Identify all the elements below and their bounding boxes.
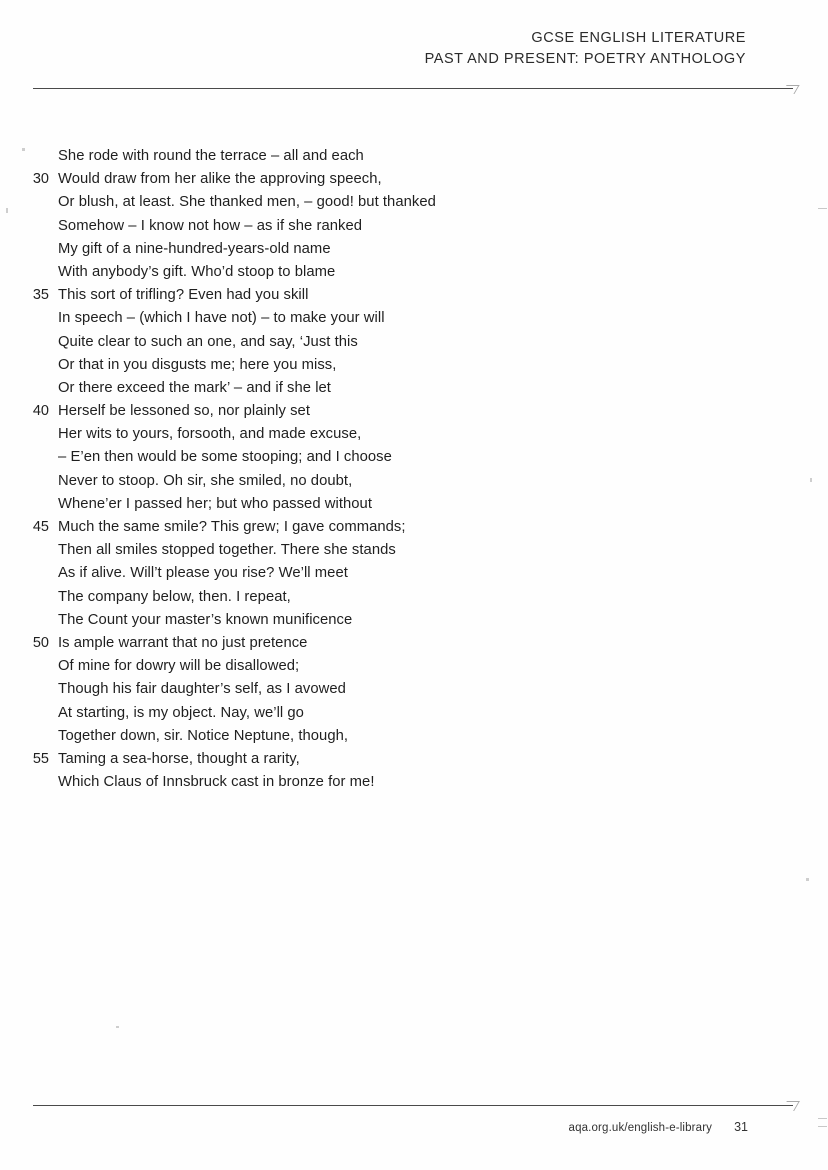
poem-line bbox=[0, 705, 828, 728]
poem-line bbox=[0, 565, 828, 588]
poem-line bbox=[0, 751, 828, 774]
line-text: In speech – (which I have not) – to make your will bbox=[58, 310, 385, 327]
line-text: Or blush, at least. She thanked men, – good! but thanked bbox=[58, 194, 436, 211]
page-number: 31 bbox=[734, 1120, 748, 1134]
line-text: Would draw from her alike the approving speech, bbox=[58, 171, 382, 188]
line-text: Never to stoop. Oh sir, she smiled, no doubt, bbox=[58, 472, 353, 489]
line-text: Quite clear to such an one, and say, ‘Just this bbox=[58, 333, 358, 350]
scan-speck bbox=[810, 478, 812, 482]
line-text: Though his fair daughter’s self, as I avowed bbox=[58, 681, 346, 698]
line-text: The Count your master’s known munificence bbox=[58, 611, 353, 628]
poem-line bbox=[0, 264, 828, 287]
line-text: Or there exceed the mark’ – and if she let bbox=[58, 379, 331, 396]
header-anthology: PAST AND PRESENT: POETRY ANTHOLOGY bbox=[424, 51, 746, 68]
page-header bbox=[425, 28, 746, 70]
poem-line bbox=[0, 310, 828, 333]
line-text: Herself be lessoned so, nor plainly set bbox=[58, 403, 310, 420]
scan-edge-mark bbox=[818, 1126, 827, 1127]
line-text: Then all smiles stopped together. There she stands bbox=[58, 542, 396, 559]
line-text: Is ample warrant that no just pretence bbox=[58, 634, 308, 651]
poem-line bbox=[0, 403, 828, 426]
poem-line bbox=[0, 519, 828, 542]
line-text: With anybody’s gift. Who’d stoop to blame bbox=[58, 263, 336, 280]
line-text: Or that in you disgusts me; here you miss, bbox=[58, 356, 337, 373]
poem-line bbox=[0, 334, 828, 357]
footer-divider bbox=[33, 1105, 793, 1106]
poem-line bbox=[0, 241, 828, 264]
line-text: This sort of trifling? Even had you skill bbox=[58, 287, 309, 304]
poem-line bbox=[0, 171, 828, 194]
line-number: 40 bbox=[32, 403, 49, 420]
poem-line bbox=[0, 635, 828, 658]
poem-line bbox=[0, 357, 828, 380]
poem-line bbox=[0, 681, 828, 704]
poem-line bbox=[0, 287, 828, 310]
line-number: 45 bbox=[32, 519, 49, 535]
line-text: My gift of a nine-hundred-years-old name bbox=[58, 240, 331, 257]
line-text: Whene’er I passed her; but who passed without bbox=[58, 495, 372, 512]
scan-speck bbox=[22, 148, 25, 151]
line-text: Somehow – I know not how – as if she ranked bbox=[58, 217, 363, 234]
line-text: – E’en then would be some stooping; and I choose bbox=[58, 449, 392, 466]
line-text: Taming a sea-horse, thought a rarity, bbox=[58, 750, 300, 767]
line-number: 30 bbox=[32, 171, 49, 188]
line-number: 50 bbox=[32, 634, 49, 651]
header-subject: GCSE ENGLISH LITERATURE bbox=[531, 30, 746, 46]
line-text: At starting, is my object. Nay, we’ll go bbox=[58, 704, 304, 721]
scan-edge-mark bbox=[818, 208, 827, 209]
poem-line bbox=[0, 589, 828, 612]
poem-body bbox=[0, 148, 828, 797]
line-text: The company below, then. I repeat, bbox=[58, 588, 291, 605]
scan-edge-mark bbox=[818, 1118, 827, 1119]
line-text: Her wits to yours, forsooth, and made excuse, bbox=[58, 426, 362, 443]
poem-line bbox=[0, 496, 828, 519]
header-divider bbox=[33, 88, 793, 89]
scan-speck bbox=[6, 208, 8, 213]
poem-line bbox=[0, 148, 828, 171]
line-text: She rode with round the terrace – all and each bbox=[58, 148, 364, 164]
line-number: 55 bbox=[32, 750, 49, 767]
poem-line bbox=[0, 658, 828, 681]
line-text: Together down, sir. Notice Neptune, though, bbox=[58, 727, 349, 744]
page-footer bbox=[569, 1120, 748, 1134]
poem-line bbox=[0, 728, 828, 751]
poem-line bbox=[0, 542, 828, 565]
line-text: As if alive. Will’t please you rise? We’ll meet bbox=[58, 565, 348, 582]
scan-speck bbox=[116, 1026, 119, 1028]
scan-speck bbox=[806, 878, 809, 881]
line-number: 35 bbox=[32, 287, 49, 304]
poem-line bbox=[0, 473, 828, 496]
poem-line bbox=[0, 774, 828, 797]
footer-url: aqa.org.uk/english-e-library bbox=[568, 1122, 713, 1134]
line-text: Of mine for dowry will be disallowed; bbox=[58, 658, 300, 675]
poem-line bbox=[0, 218, 828, 241]
line-text: Much the same smile? This grew; I gave commands; bbox=[58, 519, 406, 535]
poem-line bbox=[0, 612, 828, 635]
poem-line bbox=[0, 194, 828, 217]
poem-line bbox=[0, 449, 828, 472]
poem-line bbox=[0, 426, 828, 449]
line-text: Which Claus of Innsbruck cast in bronze for me! bbox=[58, 774, 375, 791]
poem-line bbox=[0, 380, 828, 403]
